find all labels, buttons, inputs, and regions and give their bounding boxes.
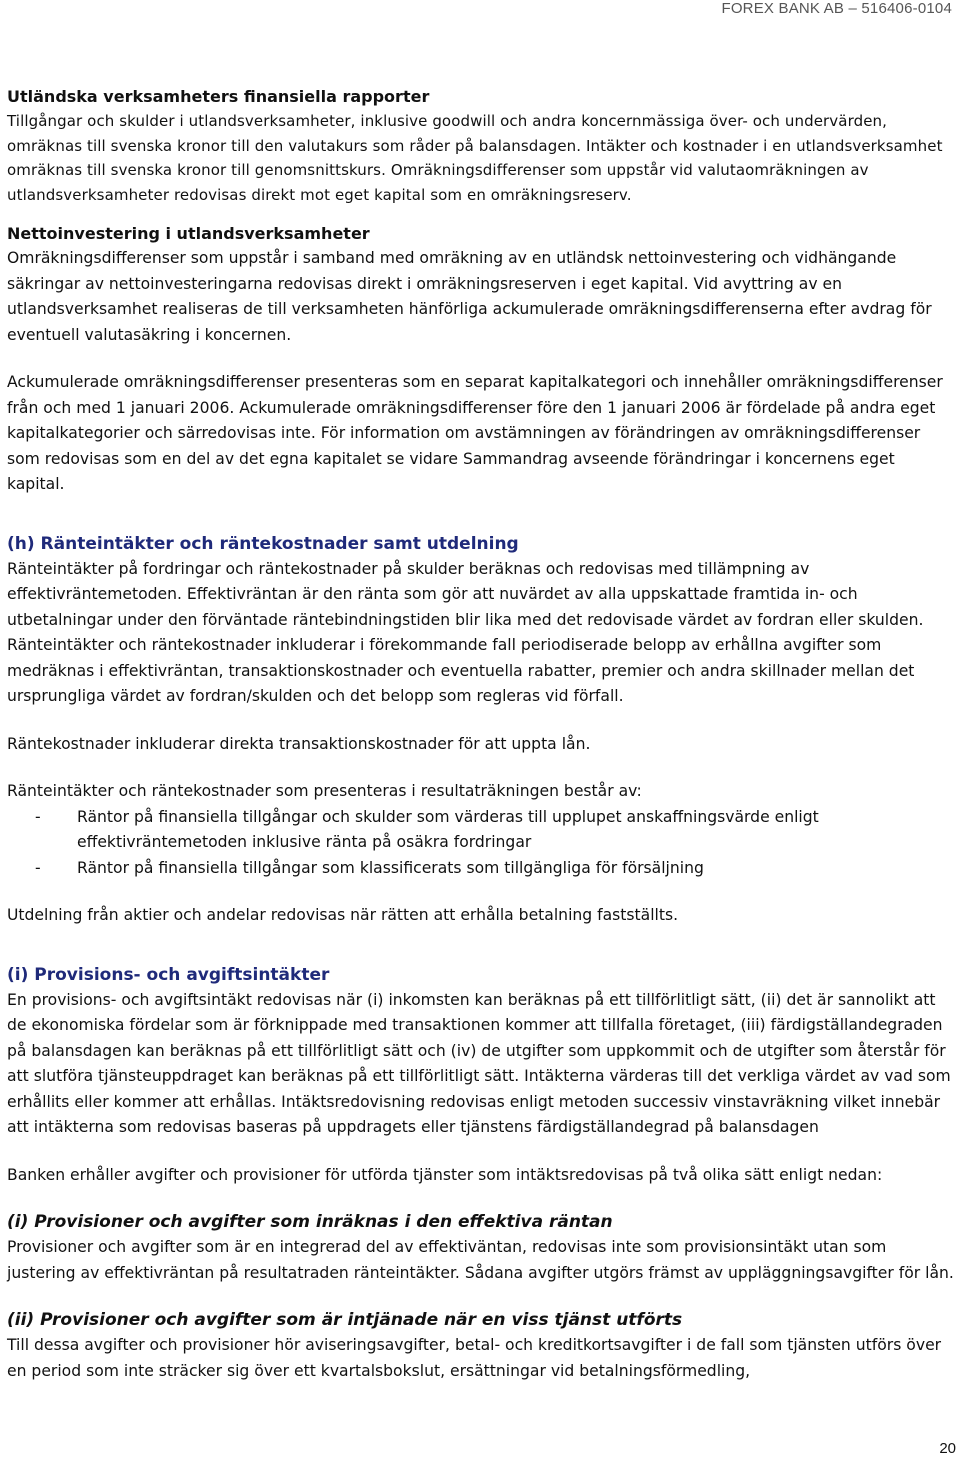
running-header: FOREX BANK AB – 516406-0104: [721, 0, 952, 17]
paragraph: Ränteintäkter på fordringar och räntekostnader på skulder beräknas och redovisas med tillämpning av effektivräntemetoden. Effektivräntan är den ränta som gör att nuvärdet av alla uppskattade framtida in- och utbetalningar under den förväntade räntebindningstiden blir lika med det redovisade värdet av fordran eller skulden. Ränteintäkter och räntekostnader inkluderar i förekommande fall periodiserade belopp av erhållna avgifter som medräknas i effektivräntan, transaktionskostnader och eventuella rabatter, premier och andra skillnader mellan det ursprungliga värdet av fordran/skulden och det belopp som regleras vid förfall.: [7, 559, 924, 705]
section-i-2: [7, 1308, 955, 1384]
page-number: 20: [939, 1440, 956, 1457]
paragraph: Omräkningsdifferenser som uppstår i samband med omräkning av en utländsk nettoinvestering och vidhängande säkringar av nettoinvesteringarna redovisas direkt i omräkningsreserven i eget kapital. Vid avyttring av en utlandsverksamhet realiseras de till verksamheten hänförliga ackumulerade omräkningsdifferenserna efter avdrag för eventuell valutasäkring i koncernen.: [7, 249, 932, 344]
section-nettoinvestering: [7, 221, 955, 498]
section-heading: (i) Provisions- och avgiftsintäkter: [7, 964, 330, 985]
section-heading: Nettoinvestering i utlandsverksamheter: [7, 224, 370, 243]
paragraph: Räntekostnader inkluderar direkta transaktionskostnader för att uppta lån.: [7, 734, 591, 753]
paragraph: Utdelning från aktier och andelar redovisas när rätten att erhålla betalning fastställts.: [7, 906, 679, 924]
paragraph: Tillgångar och skulder i utlandsverksamheter, inklusive goodwill och andra koncernmässiga över- och undervärden, omräknas till svenska kronor till den valutakurs som råder på balansdagen. Intäkter och kostnader i en utlandsverksamhet omräknas till svenska kronor till genomsnittskurs. Omräkningsdifferenser som uppstår vid valutaomräkningen av utlandsverksamheter redovisas direkt mot eget kapital som en omräkningsreserv.: [7, 112, 943, 204]
document-body: [7, 84, 955, 1406]
section-h: [7, 532, 955, 929]
section-utlandska: [7, 84, 955, 207]
section-heading: (h) Ränteintäkter och räntekostnader samt utdelning: [7, 533, 519, 554]
section-heading: (ii) Provisioner och avgifter som är intjänade när en viss tjänst utförts: [7, 1310, 683, 1330]
section-heading: Utländska verksamheters finansiella rapporter: [7, 87, 430, 106]
dash-list: [7, 805, 955, 882]
section-heading: (i) Provisioner och avgifter som inräknas i den effektiva räntan: [7, 1212, 613, 1232]
list-item: - Räntor på finansiella tillgångar som klassificerats som tillgängliga för försäljning: [7, 856, 955, 882]
paragraph: Provisioner och avgifter som är en integrerad del av effektiväntan, redovisas inte som provisionsintäkt utan som justering av effektivräntan på resultatraden ränteintäkter. Sådana avgifter utgörs främst av uppläggningsavgifter för lån.: [7, 1238, 954, 1282]
paragraph: Ränteintäkter och räntekostnader som presenteras i resultaträkningen består av:: [7, 782, 642, 800]
paragraph: Ackumulerade omräkningsdifferenser presenteras som en separat kapitalkategori och innehåller omräkningsdifferenser från och med 1 januari 2006. Ackumulerade omräkningsdifferenser före den 1 januari 2006 är fördelade på andra eget kapitalkategorier och särredovisas inte. För information om avstämningen av förändringen av omräkningsdifferenser som redovisas som en del av det egna kapitalet se vidare Sammandrag avseende förändringar i koncernens eget kapital.: [7, 373, 943, 493]
paragraph: Till dessa avgifter och provisioner hör aviseringsavgifter, betal- och kreditkortsavgifter i de fall som tjänsten utförs över en period som inte sträcker sig över ett kvartalsbokslut, ersättningar vid betalningsförmedling,: [7, 1336, 942, 1380]
list-item: - Räntor på finansiella tillgångar och skulder som värderas till upplupet anskaffningsvärde enligt effektivräntemetoden inklusive ränta på osäkra fordringar: [7, 805, 955, 856]
paragraph: En provisions- och avgiftsintäkt redovisas när (i) inkomsten kan beräknas på ett tillförlitligt sätt, (ii) det är sannolikt att de ekonomiska fördelar som är förknippade med transaktionen kommer att tillfalla företaget, (iii) färdigställandegraden på balansdagen kan beräknas på ett tillförlitligt sätt och (iv) de utgifter som uppkommit och de utgifter som återstår för att slutföra tjänsteuppdraget kan beräknas på ett tillförlitligt sätt. Intäkterna värderas till det verkliga värdet av vad som erhållits eller kommer att erhållas. Intäktsredovisning redovisas enligt metoden successiv vinstavräkning vilket innebär att intäkterna som redovisas baseras på uppdragets eller tjänstens färdigställandegrad på balansdagen: [7, 990, 951, 1136]
section-i: [7, 963, 955, 1189]
paragraph: Banken erhåller avgifter och provisioner för utförda tjänster som intäktsredovisas på två olika sätt enligt nedan:: [7, 1165, 883, 1184]
section-i-1: [7, 1210, 955, 1286]
